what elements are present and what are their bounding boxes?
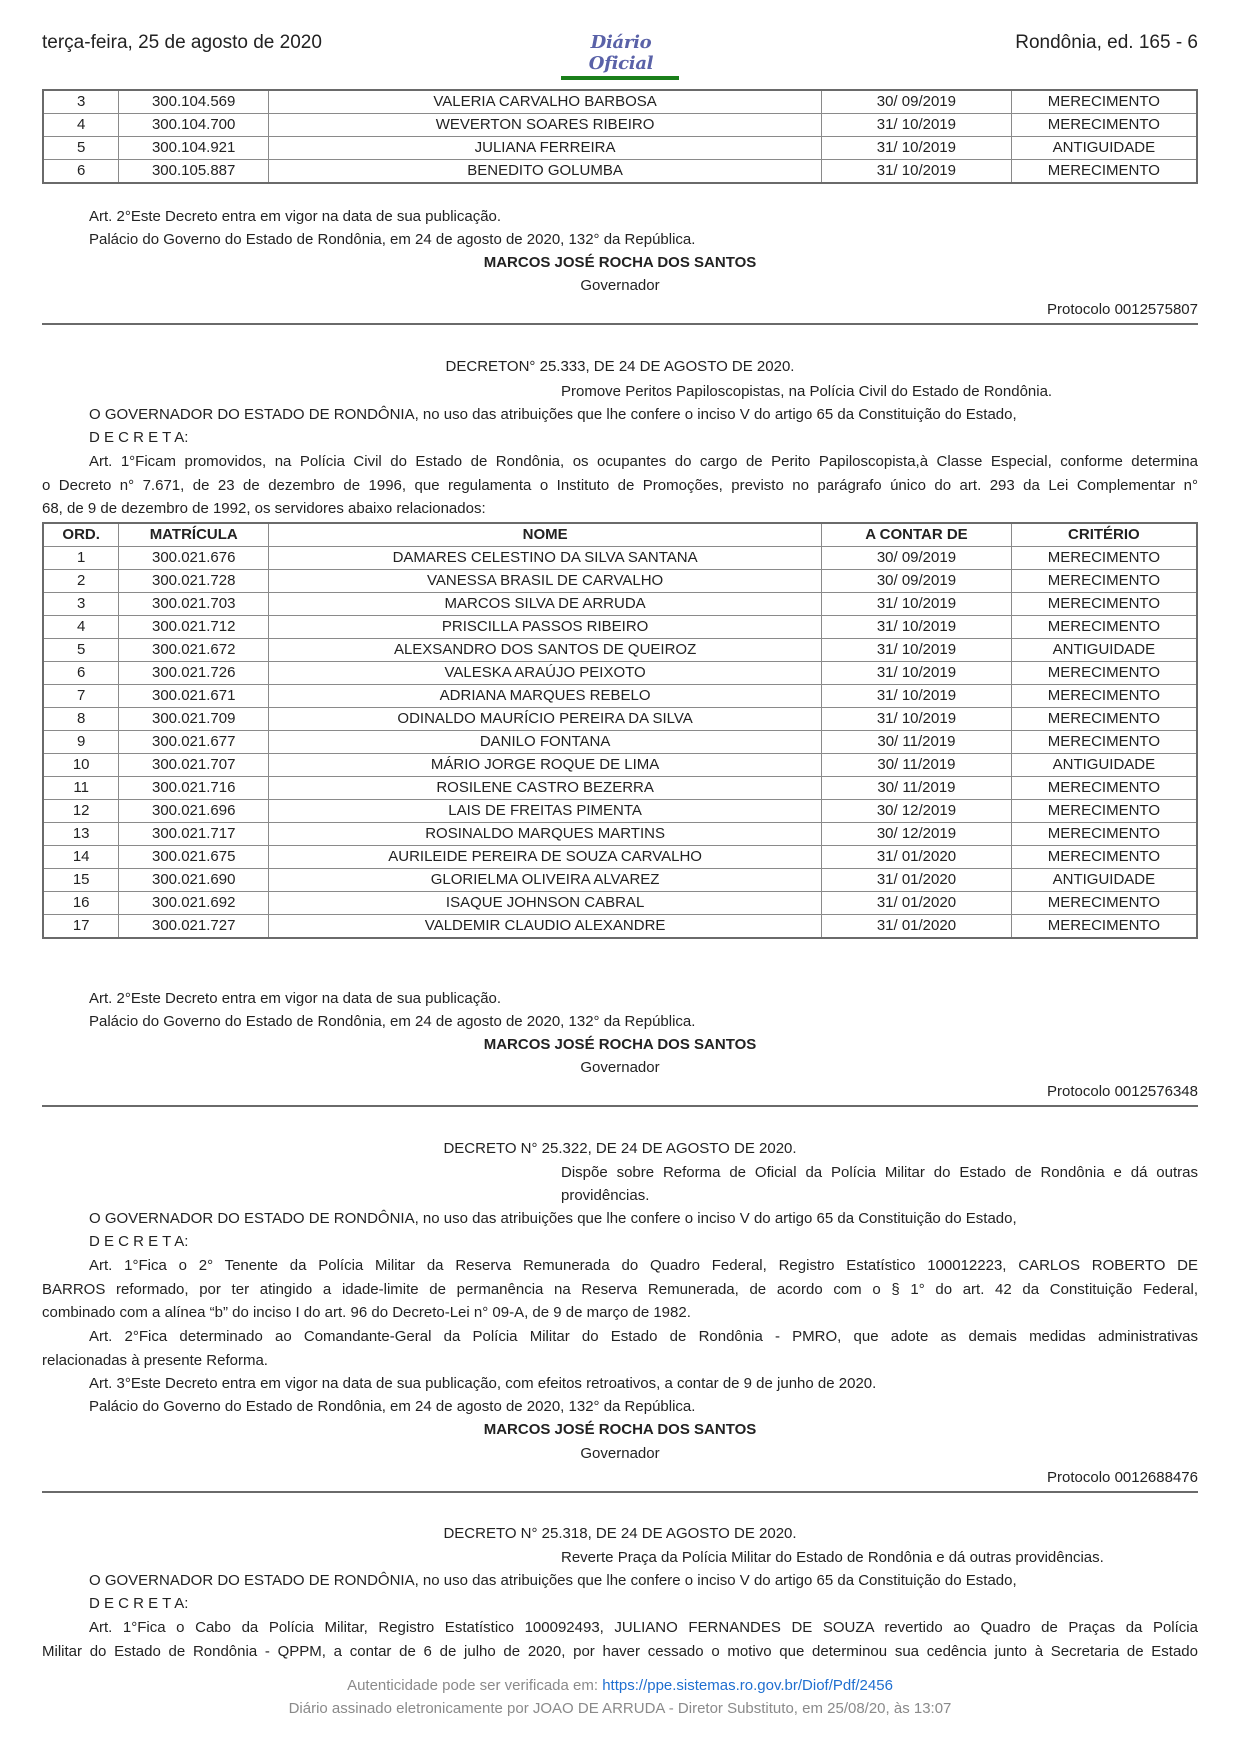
art2-line2: relacionadas à presente Reforma. <box>42 1352 268 1369</box>
cell-criterio: MERECIMENTO <box>1011 846 1197 869</box>
cell-matricula: 300.105.887 <box>119 160 269 184</box>
art1-line2: o Decreto n° 7.671, de 23 de dezembro de 1996, que regulamenta o Instituto de Promoções, previsto no parágrafo único do art. 293 da Lei Complementar n° <box>42 477 1198 494</box>
cell-ord: 12 <box>43 800 119 823</box>
art3-text: Art. 3°Este Decreto entra em vigor na data de sua publicação, com efeitos retroativos, a contar de 9 de junho de 2020. <box>89 1375 877 1392</box>
table-row <box>43 547 1197 570</box>
cell-a-contar-de: 30/ 11/2019 <box>822 731 1012 754</box>
protocol-number: Protocolo 0012688476 <box>1047 1469 1198 1486</box>
signer-name: MARCOS JOSÉ ROCHA DOS SANTOS <box>483 1036 757 1053</box>
cell-criterio: MERECIMENTO <box>1011 616 1197 639</box>
cell-nome: ROSILENE CASTRO BEZERRA <box>269 777 822 800</box>
decreta-label: D E C R E T A: <box>89 1233 189 1250</box>
cell-a-contar-de: 31/ 10/2019 <box>822 593 1012 616</box>
cell-ord: 4 <box>43 616 119 639</box>
cell-ord: 5 <box>43 639 119 662</box>
cell-criterio: ANTIGUIDADE <box>1011 137 1197 160</box>
palace-text: Palácio do Governo do Estado de Rondônia, em 24 de agosto de 2020, 132° da República. <box>89 1013 696 1030</box>
cell-nome: DAMARES CELESTINO DA SILVA SANTANA <box>269 547 822 570</box>
cell-matricula: 300.021.675 <box>119 846 269 869</box>
cell-matricula: 300.104.569 <box>119 90 269 114</box>
cell-matricula: 300.021.727 <box>119 915 269 939</box>
cell-matricula: 300.021.696 <box>119 800 269 823</box>
palace-text: Palácio do Governo do Estado de Rondônia, em 24 de agosto de 2020, 132° da República. <box>89 1398 696 1415</box>
cell-nome: VALESKA ARAÚJO PEIXOTO <box>269 662 822 685</box>
art1-line3: 68, de 9 de dezembro de 1992, os servidores abaixo relacionados: <box>42 500 486 517</box>
signer-name: MARCOS JOSÉ ROCHA DOS SANTOS <box>483 254 757 271</box>
cell-matricula: 300.021.716 <box>119 777 269 800</box>
decree-title: DECRETO N° 25.318, DE 24 DE AGOSTO DE 2020. <box>443 1525 797 1542</box>
cell-ord: 1 <box>43 547 119 570</box>
cell-criterio: MERECIMENTO <box>1011 662 1197 685</box>
cell-ord: 16 <box>43 892 119 915</box>
cell-matricula: 300.021.726 <box>119 662 269 685</box>
cell-criterio: MERECIMENTO <box>1011 90 1197 114</box>
cell-nome: ADRIANA MARQUES REBELO <box>269 685 822 708</box>
cell-ord: 2 <box>43 570 119 593</box>
cell-a-contar-de: 30/ 11/2019 <box>822 777 1012 800</box>
header-date: terça-feira, 25 de agosto de 2020 <box>42 32 322 53</box>
cell-nome: ALEXSANDRO DOS SANTOS DE QUEIROZ <box>269 639 822 662</box>
table-row <box>43 708 1197 731</box>
table-row <box>43 846 1197 869</box>
cell-nome: GLORIELMA OLIVEIRA ALVAREZ <box>269 869 822 892</box>
cell-nome: VANESSA BRASIL DE CARVALHO <box>269 570 822 593</box>
signature-note: Diário assinado eletronicamente por JOAO DE ARRUDA - Diretor Substituto, em 25/08/20, às 13:07 <box>288 1700 952 1717</box>
decree-preamble: O GOVERNADOR DO ESTADO DE RONDÔNIA, no uso das atribuições que lhe confere o inciso V do artigo 65 da Constituição do Estado, <box>89 1572 1017 1589</box>
cell-criterio: MERECIMENTO <box>1011 114 1197 137</box>
cell-criterio: MERECIMENTO <box>1011 915 1197 939</box>
cell-ord: 4 <box>43 114 119 137</box>
cell-criterio: MERECIMENTO <box>1011 708 1197 731</box>
cell-a-contar-de: 31/ 10/2019 <box>822 137 1012 160</box>
cell-ord: 9 <box>43 731 119 754</box>
art1-line1: Art. 1°Fica o 2° Tenente da Polícia Militar da Reserva Remunerada do Quadro Federal, Registro Estatístico 100012223, CARLOS ROBERTO DE <box>89 1257 1198 1274</box>
cell-a-contar-de: 31/ 01/2020 <box>822 915 1012 939</box>
cell-criterio: MERECIMENTO <box>1011 731 1197 754</box>
section-divider <box>42 323 1198 325</box>
cell-ord: 6 <box>43 160 119 184</box>
brand-underline <box>561 76 679 80</box>
cell-criterio: MERECIMENTO <box>1011 685 1197 708</box>
art1-line2: Militar do Estado de Rondônia - QPPM, a contar de 6 de julho de 2020, por haver cessado o motivo que determinou sua cedência junto à Secretaria de Estado <box>42 1643 1198 1660</box>
section-divider <box>42 1491 1198 1493</box>
cell-matricula: 300.021.712 <box>119 616 269 639</box>
col-a-contar-de: A CONTAR DE <box>822 523 1012 547</box>
cell-matricula: 300.021.728 <box>119 570 269 593</box>
page-header <box>42 32 1198 72</box>
art1-line2: BARROS reformado, por ter atingido a idade-limite de permanência na Reserva Remunerada, de acordo com o § 1° do art. 42 da Constituição Federal, <box>42 1281 1198 1298</box>
cell-ord: 8 <box>43 708 119 731</box>
cell-a-contar-de: 30/ 09/2019 <box>822 570 1012 593</box>
cell-a-contar-de: 30/ 09/2019 <box>822 90 1012 114</box>
cell-ord: 13 <box>43 823 119 846</box>
cell-criterio: MERECIMENTO <box>1011 547 1197 570</box>
decree-title: DECRETON° 25.333, DE 24 DE AGOSTO DE 2020. <box>445 358 795 375</box>
art2-text: Art. 2°Este Decreto entra em vigor na data de sua publicação. <box>89 990 502 1007</box>
cell-matricula: 300.021.676 <box>119 547 269 570</box>
decree-preamble: O GOVERNADOR DO ESTADO DE RONDÔNIA, no uso das atribuições que lhe confere o inciso V do artigo 65 da Constituição do Estado, <box>89 1210 1017 1227</box>
cell-ord: 7 <box>43 685 119 708</box>
table-row <box>43 777 1197 800</box>
cell-matricula: 300.021.707 <box>119 754 269 777</box>
cell-ord: 3 <box>43 90 119 114</box>
cell-nome: ODINALDO MAURÍCIO PEREIRA DA SILVA <box>269 708 822 731</box>
decree-subject: Reverte Praça da Polícia Militar do Estado de Rondônia e dá outras providências. <box>561 1549 1104 1566</box>
cell-nome: MARCOS SILVA DE ARRUDA <box>269 593 822 616</box>
cell-matricula: 300.021.677 <box>119 731 269 754</box>
decree-subject-line1: Dispõe sobre Reforma de Oficial da Polícia Militar do Estado de Rondônia e dá outras <box>561 1164 1198 1181</box>
table-row <box>43 869 1197 892</box>
cell-a-contar-de: 31/ 01/2020 <box>822 846 1012 869</box>
table-row <box>43 731 1197 754</box>
authenticity-link[interactable]: https://ppe.sistemas.ro.gov.br/Diof/Pdf/2456 <box>602 1677 893 1694</box>
table-row <box>43 685 1197 708</box>
decreta-label: D E C R E T A: <box>89 1595 189 1612</box>
art1-line1: Art. 1°Fica o Cabo da Polícia Militar, Registro Estatístico 100092493, JULIANO FERNANDES DE SOUZA revertido ao Quadro de Praças da Polícia <box>89 1619 1198 1636</box>
table-row <box>43 915 1197 939</box>
cell-ord: 3 <box>43 593 119 616</box>
table-row <box>43 160 1197 184</box>
section-divider <box>42 1105 1198 1107</box>
art1-line1: Art. 1°Ficam promovidos, na Polícia Civil do Estado de Rondônia, os ocupantes do cargo de Perito Papiloscopista,à Classe Especial, conforme determina <box>89 453 1198 470</box>
art1-line3: combinado com a alínea “b” do inciso I do art. 96 do Decreto-Lei n° 09-A, de 9 de março de 1982. <box>42 1304 691 1321</box>
cell-criterio: MERECIMENTO <box>1011 593 1197 616</box>
signer-role: Governador <box>580 277 660 294</box>
cell-nome: PRISCILLA PASSOS RIBEIRO <box>269 616 822 639</box>
cell-ord: 6 <box>43 662 119 685</box>
cell-nome: VALERIA CARVALHO BARBOSA <box>269 90 822 114</box>
cell-matricula: 300.021.717 <box>119 823 269 846</box>
header-edition: Rondônia, ed. 165 - 6 <box>1015 32 1198 53</box>
cell-ord: 15 <box>43 869 119 892</box>
table-row <box>43 800 1197 823</box>
decree-subject: Promove Peritos Papiloscopistas, na Polícia Civil do Estado de Rondônia. <box>561 383 1053 400</box>
cell-nome: JULIANA FERREIRA <box>269 137 822 160</box>
table-row <box>43 639 1197 662</box>
decree-preamble: O GOVERNADOR DO ESTADO DE RONDÔNIA, no uso das atribuições que lhe confere o inciso V do artigo 65 da Constituição do Estado, <box>89 406 1017 423</box>
cell-nome: DANILO FONTANA <box>269 731 822 754</box>
table-row <box>43 90 1197 114</box>
authenticity-note <box>42 1677 1198 1694</box>
cell-criterio: MERECIMENTO <box>1011 800 1197 823</box>
cell-criterio: MERECIMENTO <box>1011 160 1197 184</box>
cell-a-contar-de: 31/ 10/2019 <box>822 160 1012 184</box>
table-row <box>43 114 1197 137</box>
cell-a-contar-de: 30/ 11/2019 <box>822 754 1012 777</box>
table-row <box>43 754 1197 777</box>
cell-ord: 14 <box>43 846 119 869</box>
cell-a-contar-de: 30/ 12/2019 <box>822 823 1012 846</box>
cell-a-contar-de: 30/ 09/2019 <box>822 547 1012 570</box>
cell-ord: 11 <box>43 777 119 800</box>
cell-nome: ISAQUE JOHNSON CABRAL <box>269 892 822 915</box>
decree-subject-line2: providências. <box>561 1187 650 1204</box>
cell-nome: AURILEIDE PEREIRA DE SOUZA CARVALHO <box>269 846 822 869</box>
col-nome: NOME <box>269 523 822 547</box>
cell-a-contar-de: 31/ 10/2019 <box>822 708 1012 731</box>
brand-title: Diário Oficial <box>588 32 654 74</box>
cell-nome: WEVERTON SOARES RIBEIRO <box>269 114 822 137</box>
cell-nome: LAIS DE FREITAS PIMENTA <box>269 800 822 823</box>
protocol-number: Protocolo 0012576348 <box>1047 1083 1198 1100</box>
cell-matricula: 300.104.700 <box>119 114 269 137</box>
cell-ord: 10 <box>43 754 119 777</box>
cell-matricula: 300.021.692 <box>119 892 269 915</box>
cell-nome: BENEDITO GOLUMBA <box>269 160 822 184</box>
brand-logo <box>561 32 681 80</box>
art2-text: Art. 2°Este Decreto entra em vigor na data de sua publicação. <box>89 208 502 225</box>
table-row <box>43 570 1197 593</box>
cell-matricula: 300.021.703 <box>119 593 269 616</box>
cell-criterio: MERECIMENTO <box>1011 892 1197 915</box>
col-criterio: CRITÉRIO <box>1011 523 1197 547</box>
cell-a-contar-de: 31/ 10/2019 <box>822 639 1012 662</box>
cell-criterio: MERECIMENTO <box>1011 570 1197 593</box>
cell-criterio: ANTIGUIDADE <box>1011 869 1197 892</box>
cell-nome: MÁRIO JORGE ROQUE DE LIMA <box>269 754 822 777</box>
cell-a-contar-de: 31/ 10/2019 <box>822 616 1012 639</box>
table-row <box>43 823 1197 846</box>
cell-a-contar-de: 31/ 01/2020 <box>822 869 1012 892</box>
cell-ord: 5 <box>43 137 119 160</box>
cell-nome: VALDEMIR CLAUDIO ALEXANDRE <box>269 915 822 939</box>
protocol-number: Protocolo 0012575807 <box>1047 301 1198 318</box>
palace-text: Palácio do Governo do Estado de Rondônia, em 24 de agosto de 2020, 132° da República. <box>89 231 696 248</box>
cell-a-contar-de: 31/ 10/2019 <box>822 662 1012 685</box>
cell-a-contar-de: 31/ 10/2019 <box>822 114 1012 137</box>
decree-title: DECRETO N° 25.322, DE 24 DE AGOSTO DE 2020. <box>443 1140 797 1157</box>
cell-a-contar-de: 31/ 01/2020 <box>822 892 1012 915</box>
promotion-table <box>42 522 1198 939</box>
table-header-row <box>43 523 1197 547</box>
table-row <box>43 616 1197 639</box>
cell-a-contar-de: 30/ 12/2019 <box>822 800 1012 823</box>
cell-ord: 17 <box>43 915 119 939</box>
cell-matricula: 300.021.709 <box>119 708 269 731</box>
cell-matricula: 300.021.671 <box>119 685 269 708</box>
table-row <box>43 593 1197 616</box>
cell-matricula: 300.021.672 <box>119 639 269 662</box>
promotion-table-continued <box>42 89 1198 184</box>
signer-role: Governador <box>580 1059 660 1076</box>
signer-name: MARCOS JOSÉ ROCHA DOS SANTOS <box>483 1421 757 1438</box>
cell-matricula: 300.021.690 <box>119 869 269 892</box>
decreta-label: D E C R E T A: <box>89 429 189 446</box>
cell-a-contar-de: 31/ 10/2019 <box>822 685 1012 708</box>
cell-nome: ROSINALDO MARQUES MARTINS <box>269 823 822 846</box>
table-row <box>43 662 1197 685</box>
cell-criterio: MERECIMENTO <box>1011 823 1197 846</box>
cell-criterio: ANTIGUIDADE <box>1011 639 1197 662</box>
table-row <box>43 137 1197 160</box>
cell-matricula: 300.104.921 <box>119 137 269 160</box>
authenticity-prefix: Autenticidade pode ser verificada em: <box>347 1677 603 1694</box>
art2-line1: Art. 2°Fica determinado ao Comandante-Geral da Polícia Militar do Estado de Rondônia - PMRO, que adote as demais medidas administrativas <box>89 1328 1198 1345</box>
col-ord: ORD. <box>43 523 119 547</box>
cell-criterio: ANTIGUIDADE <box>1011 754 1197 777</box>
signer-role: Governador <box>580 1445 660 1462</box>
table-row <box>43 892 1197 915</box>
col-matricula: MATRÍCULA <box>119 523 269 547</box>
cell-criterio: MERECIMENTO <box>1011 777 1197 800</box>
